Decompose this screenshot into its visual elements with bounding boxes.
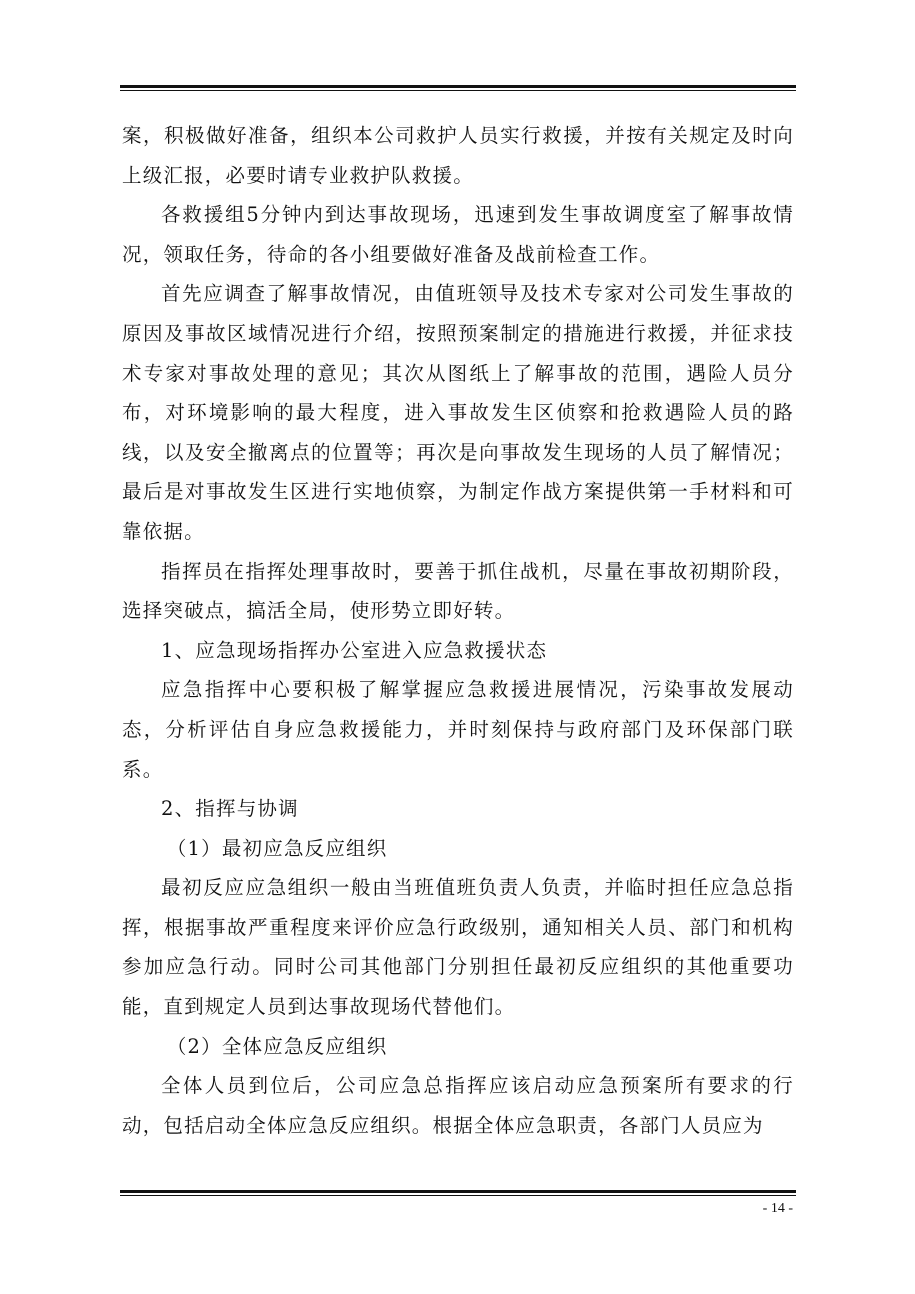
section-heading: 2、指挥与协调 bbox=[161, 797, 299, 821]
paragraph: 首先应调查了解事故情况，由值班领导及技术专家对公司发生事故的原因及事故区域情况进行介绍，按照预案制定的措施进行救援，并征求技术专家对事故处理的意见；其次从图纸上了解事故的范围，遇险人员分布，对环境影响的最大程度，进入事故发生区侦察和抢救遇险人员的路线，以及安全撤离点的位置等；再次是向事故发生现场的人员了解情况；最后是对事故发生区进行实地侦察，为制定作战方案提供第一手材料和可靠依据。 bbox=[122, 282, 794, 543]
subsection-heading: （2）全体应急反应组织 bbox=[166, 1034, 388, 1058]
paragraph: 应急指挥中心要积极了解掌握应急救援进展情况，污染事故发展动态，分析评估自身应急救援能力，并时刻保持与政府部门及环保部门联系。 bbox=[122, 678, 794, 781]
paragraph: 全体人员到位后，公司应急总指挥应该启动应急预案所有要求的行动，包括启动全体应急反应组织。根据全体应急职责，各部门人员应为 bbox=[122, 1074, 794, 1137]
paragraph: 最初反应应急组织一般由当班值班负责人负责，并临时担任应急总指挥，根据事故严重程度来评价应急行政级别，通知相关人员、部门和机构参加应急行动。同时公司其他部门分别担任最初反应组织的其他重要功能，直到规定人员到达事故现场代替他们。 bbox=[122, 876, 794, 1019]
header-rule bbox=[120, 85, 796, 92]
paragraph: 案，积极做好准备，组织本公司救护人员实行救援，并按有关规定及时向上级汇报，必要时请专业救护队救援。 bbox=[122, 124, 794, 187]
footer-rule bbox=[120, 1190, 796, 1197]
page-number: - 14 - bbox=[762, 1201, 793, 1216]
paragraph: 指挥员在指挥处理事故时，要善于抓住战机，尽量在事故初期阶段，选择突破点，搞活全局，使形势立即好转。 bbox=[122, 559, 794, 623]
subsection-heading: （1）最初应急反应组织 bbox=[166, 836, 388, 860]
section-heading: 1、应急现场指挥办公室进入应急救援状态 bbox=[161, 638, 548, 662]
document-body bbox=[122, 116, 794, 1145]
paragraph: 各救援组5分钟内到达事故现场，迅速到发生事故调度室了解事故情况，领取任务，待命的各小组要做好准备及战前检查工作。 bbox=[122, 203, 794, 266]
